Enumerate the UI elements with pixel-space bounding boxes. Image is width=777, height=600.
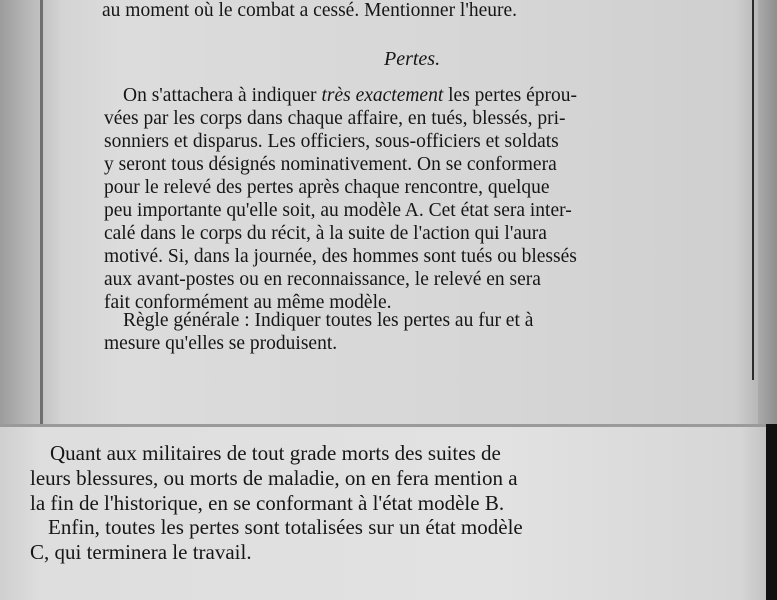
paragraph-1-line: sonniers et disparus. Les officiers, sous-officiers et soldats	[104, 131, 559, 152]
partial-top-line: au moment où le combat a cessé. Mentionner l'heure.	[102, 0, 518, 21]
paragraph-1-line-1	[123, 86, 577, 106]
right-margin-rule	[752, 0, 754, 380]
right-shadow-strip	[758, 0, 777, 424]
paragraph-1-line: aux avant-postes ou en reconnaissance, le relevé en sera	[104, 269, 541, 290]
paragraph-1-line: vées par les corps dans chaque affaire, en tués, blessés, pri-	[104, 108, 566, 129]
paragraph-1-line: y seront tous désignés nominativement. On se conformera	[104, 154, 557, 175]
section-heading: Pertes.	[384, 48, 441, 70]
left-margin-rule	[40, 0, 43, 424]
bottom-line: la fin de l'historique, en se conformant à l'état modèle B.	[30, 491, 505, 515]
paragraph-2-line: mesure qu'elles se produisent.	[104, 333, 338, 354]
bottom-line: C, qui terminera le travail.	[30, 540, 252, 564]
paragraph-1-line: fait conformément au même modèle.	[104, 292, 392, 313]
paragraph-1-line: pour le relevé des pertes après chaque rencontre, quelque	[104, 177, 550, 198]
clipping-top-edge	[0, 424, 777, 427]
paragraph-2-line: Règle générale : Indiquer toutes les pertes au fur et à	[123, 310, 534, 331]
p1-line1-end: les pertes éprou-	[443, 85, 578, 106]
bottom-clipping	[0, 424, 777, 600]
bottom-line: leurs blessures, ou morts de maladie, on en fera mention a	[30, 466, 518, 490]
paragraph-1-line: motivé. Si, dans la journée, des hommes sont tués ou blessés	[104, 246, 577, 267]
right-dark-edge	[766, 424, 777, 600]
paragraph-1-line: peu importante qu'elle soit, au modèle A. Cet état sera inter-	[104, 200, 572, 221]
bottom-line: Quant aux militaires de tout grade morts des suites de	[50, 441, 501, 465]
paragraph-1-line: calé dans le corps du récit, à la suite de l'action qui l'aura	[104, 223, 547, 244]
bottom-line: Enfin, toutes les pertes sont totalisées sur un état modèle	[48, 515, 523, 539]
p1-line1-start: On s'attachera à indiquer	[123, 85, 322, 106]
emphasis-tres-exactement: très exactement	[321, 85, 444, 106]
